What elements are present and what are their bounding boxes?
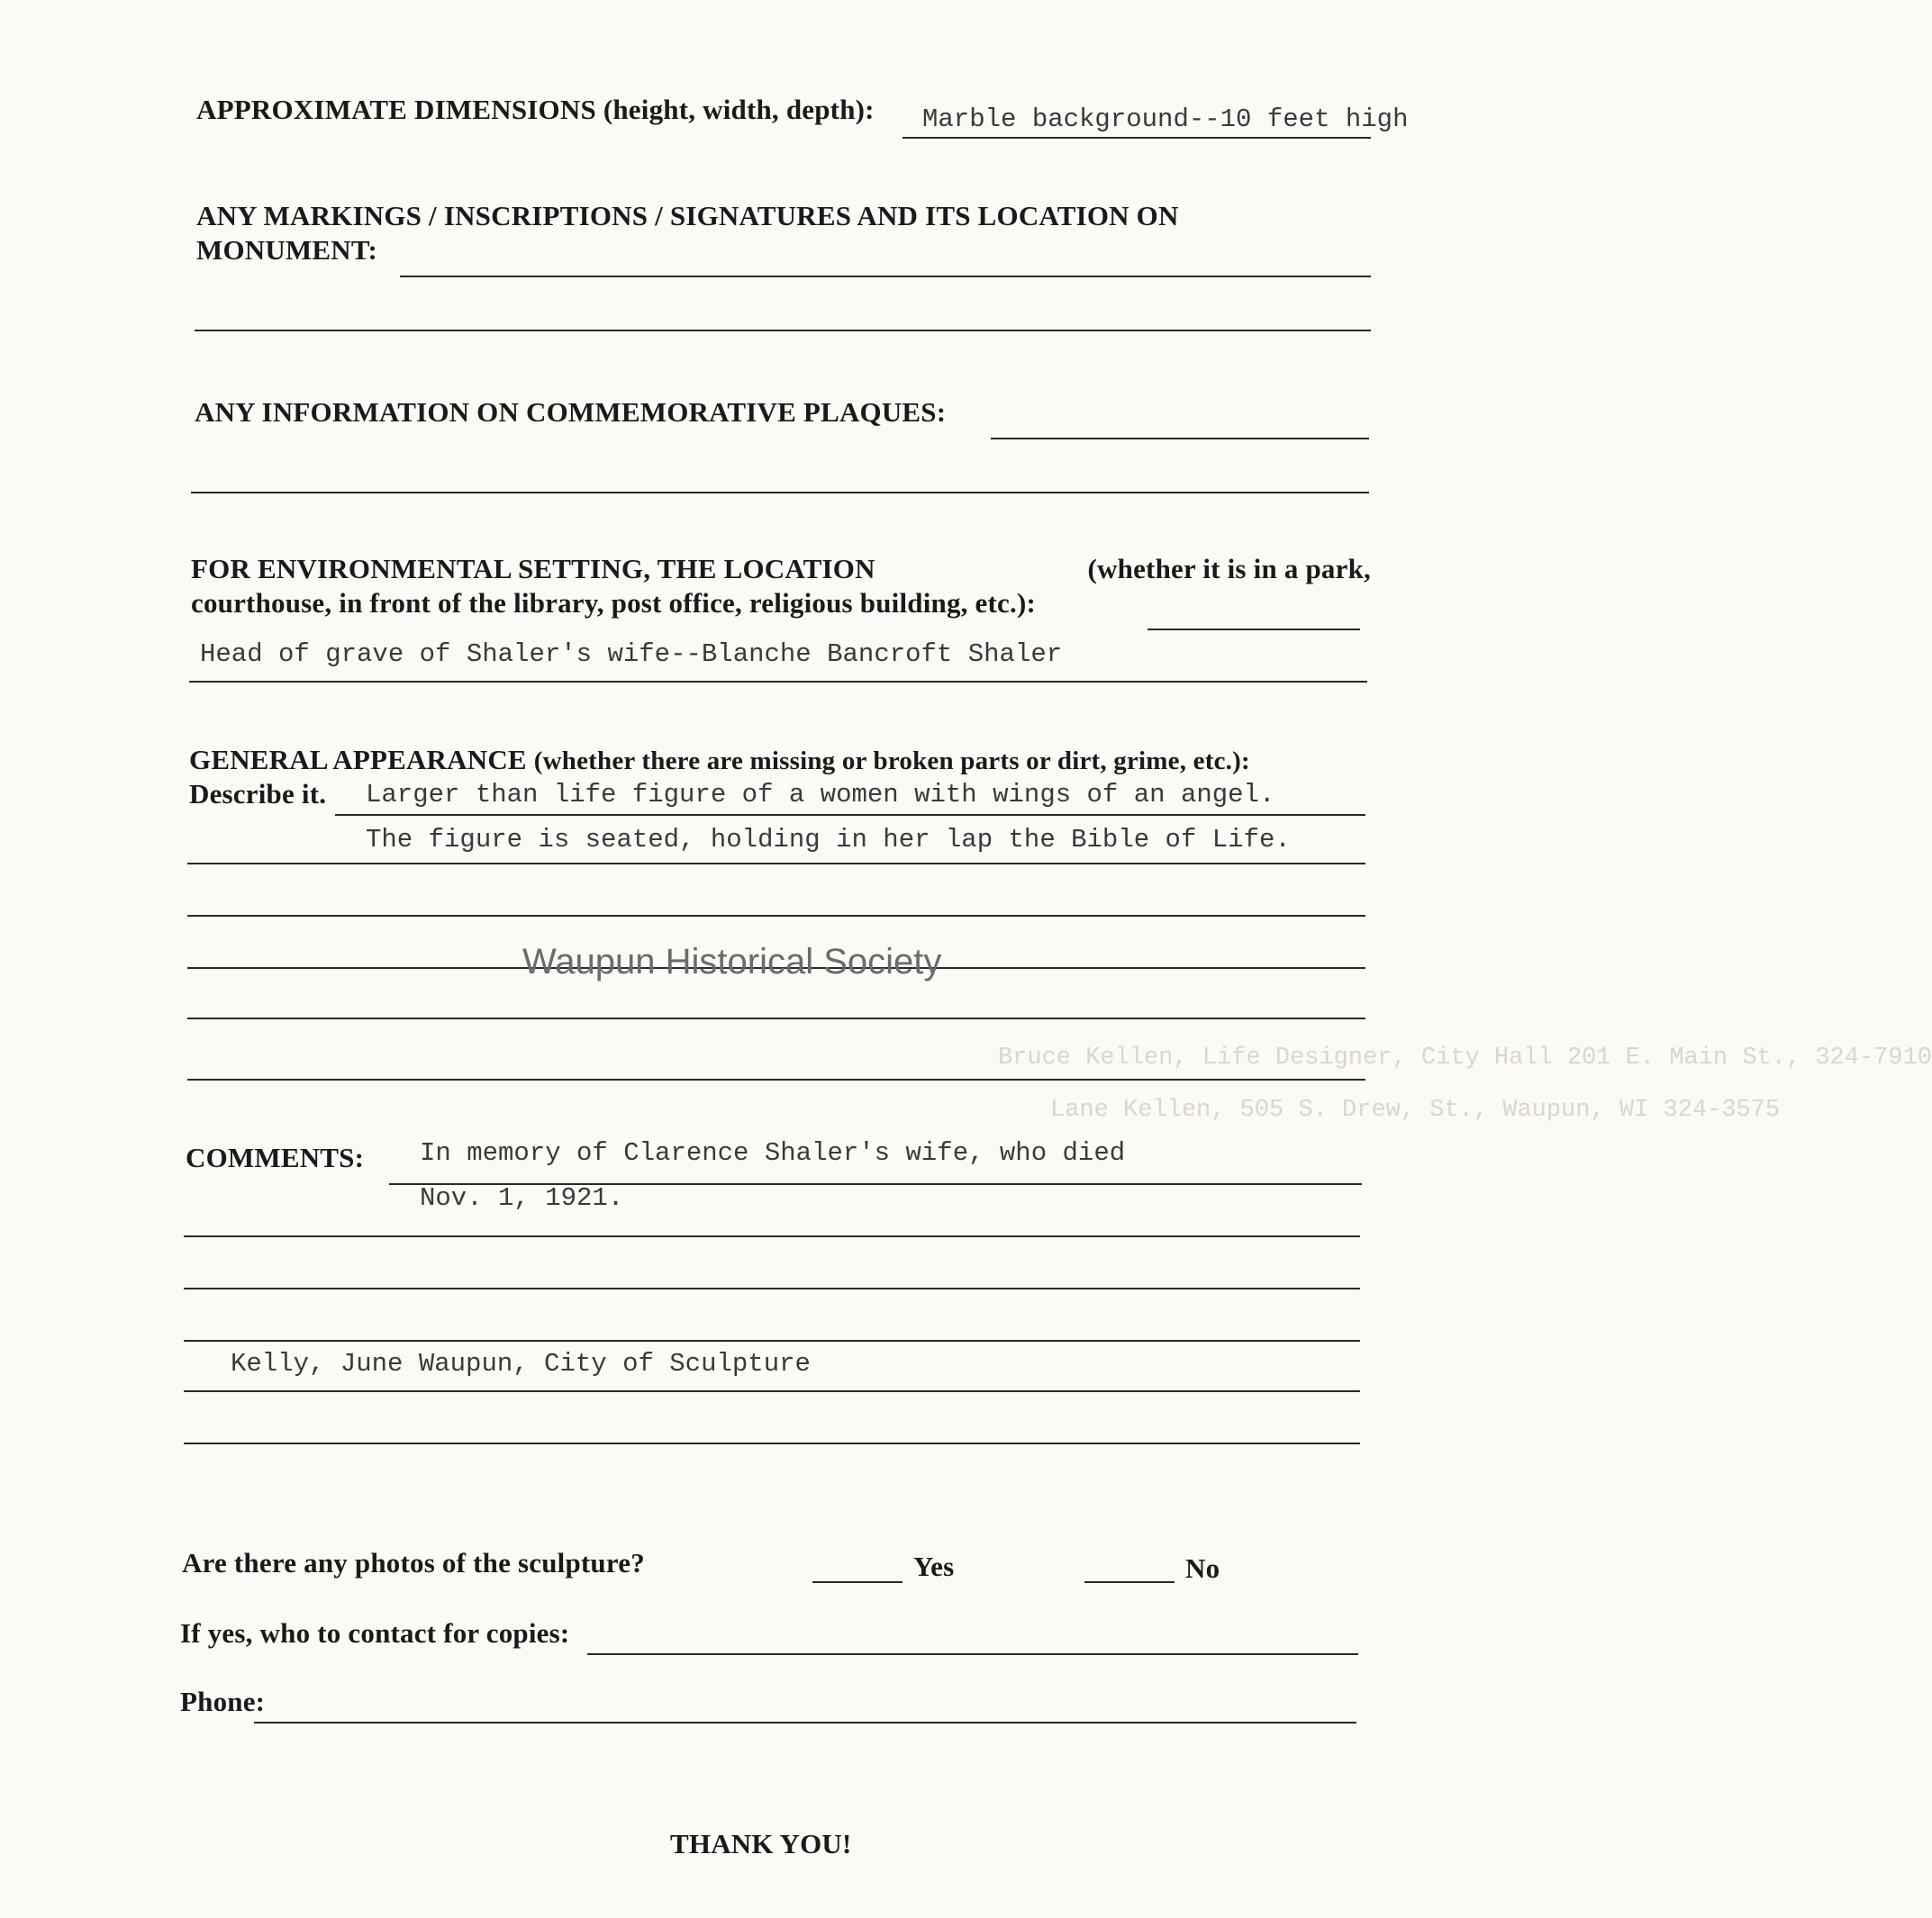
markings-label-line2: MONUMENT: [196,234,377,266]
appearance-line2[interactable]: The figure is seated, holding in her lap the Bible of Life. [366,825,1291,855]
appearance-line[interactable] [187,1018,1365,1019]
comments-label: COMMENTS: [186,1142,365,1173]
environment-label-bold: FOR ENVIRONMENTAL SETTING, THE LOCATION [191,553,875,584]
appearance-line[interactable] [187,863,1365,864]
thank-you: THANK YOU! [670,1828,852,1859]
appearance-line[interactable] [187,915,1365,917]
environment-label-rest: (whether it is in a park, [1087,553,1371,584]
appearance-label [189,744,1250,776]
comments-line[interactable] [184,1443,1360,1444]
no-blank[interactable] [1084,1581,1175,1583]
bleed-through-line: Lane Kellen, 505 S. Drew, St., Waupun, WI 324-3575 [1050,1097,1781,1124]
describe-label: Describe it. [189,778,327,810]
plaques-label: ANY INFORMATION ON COMMEMORATIVE PLAQUES: [195,396,947,428]
plaques-line[interactable] [191,492,1369,493]
photos-question: Are there any photos of the sculpture? [182,1547,645,1579]
comments-source[interactable]: Kelly, June Waupun, City of Sculpture [231,1349,811,1379]
comments-line[interactable] [184,1288,1360,1289]
yes-blank[interactable] [812,1581,903,1583]
dimensions-label: APPROXIMATE DIMENSIONS (height, width, depth): [196,94,875,125]
environment-line[interactable] [189,681,1367,683]
appearance-label-rest: (whether there are missing or broken parts or dirt, grime, etc.): [533,746,1250,775]
markings-line[interactable] [400,276,1371,277]
comments-line2[interactable]: Nov. 1, 1921. [420,1183,624,1213]
environment-label-line1 [191,553,1371,585]
plaques-line[interactable] [991,438,1369,439]
appearance-line[interactable] [187,1079,1365,1081]
markings-line[interactable] [195,330,1371,331]
comments-line1[interactable]: In memory of Clarence Shaler's wife, who died [420,1138,1126,1168]
environment-value[interactable]: Head of grave of Shaler's wife--Blanche Bancroft Shaler [200,639,1063,669]
phone-label: Phone: [180,1686,266,1717]
comments-line[interactable] [184,1235,1360,1237]
environment-label-line2: courthouse, in front of the library, post office, religious building, etc.): [191,587,1036,619]
no-label: No [1185,1552,1220,1584]
dimensions-line [903,137,1371,139]
environment-line[interactable] [1147,629,1360,630]
appearance-label-bold: GENERAL APPEARANCE [189,744,527,775]
bleed-through-line: Bruce Kellen, Life Designer, City Hall 201 E. Main St., 324-7910 [998,1045,1932,1072]
watermark: Waupun Historical Society [522,942,942,982]
phone-line[interactable] [254,1722,1356,1723]
contact-label: If yes, who to contact for copies: [180,1617,570,1649]
markings-label-line1: ANY MARKINGS / INSCRIPTIONS / SIGNATURES AND ITS LOCATION ON [196,200,1179,231]
appearance-line[interactable] [335,814,1365,816]
yes-label: Yes [913,1551,955,1582]
comments-line[interactable] [184,1340,1360,1342]
contact-line[interactable] [587,1653,1358,1655]
dimensions-value[interactable]: Marble background--10 feet high [922,104,1409,134]
appearance-line1[interactable]: Larger than life figure of a women with wings of an angel. [366,780,1275,810]
comments-line[interactable] [184,1390,1360,1392]
